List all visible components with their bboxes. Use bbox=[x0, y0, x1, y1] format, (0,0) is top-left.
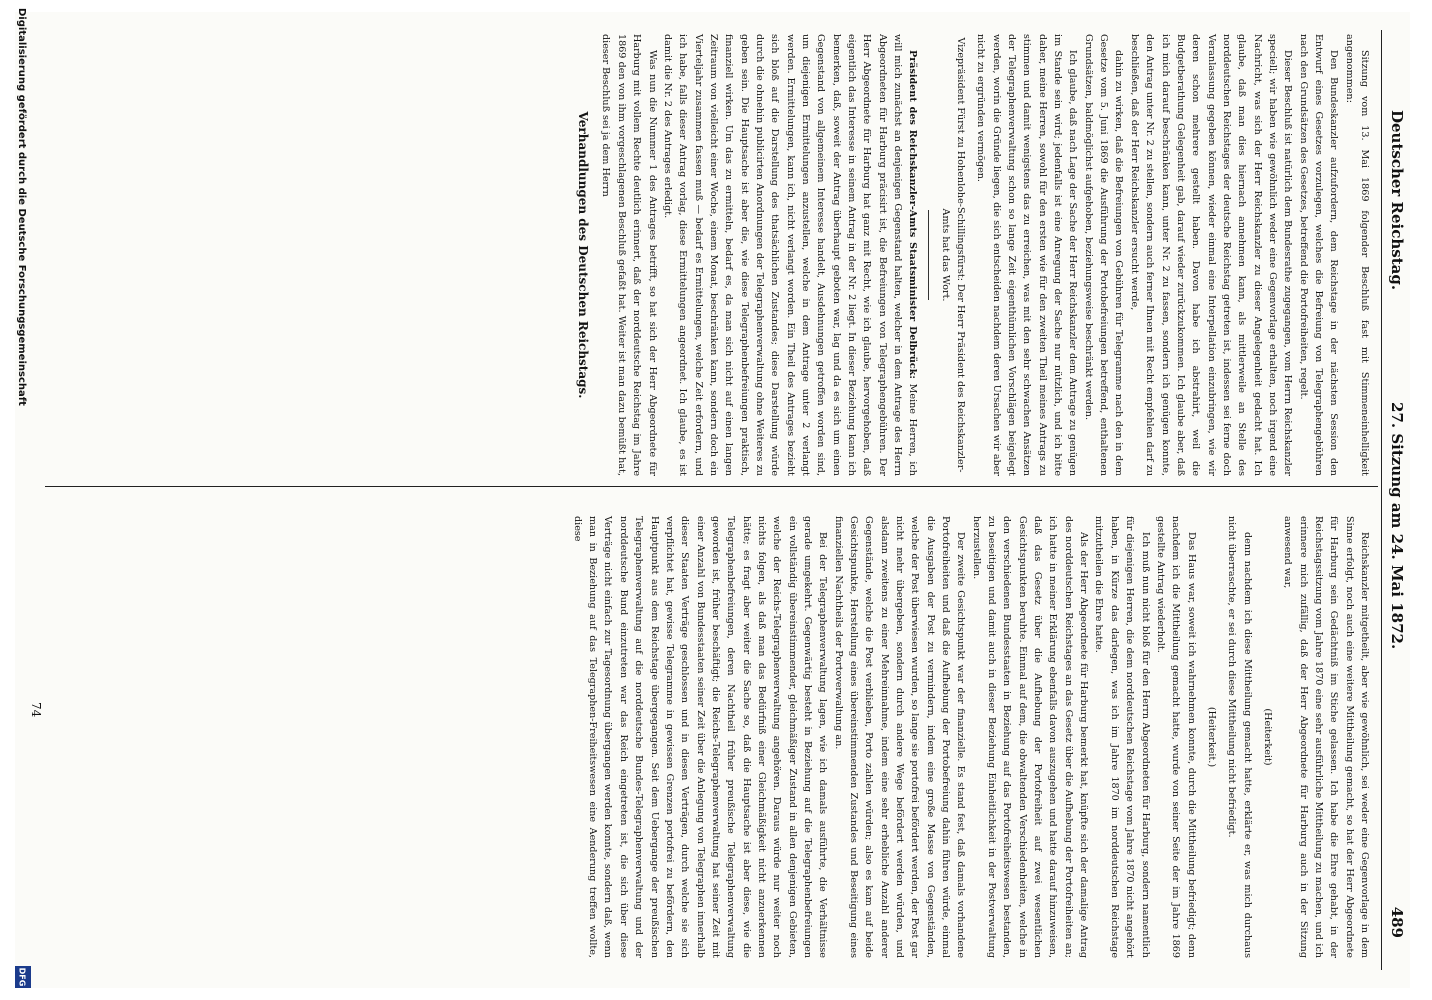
paragraph bbox=[660, 34, 921, 476]
centered-line: Vizepräsident Fürst zu Hohenlohe-Schillingsfürst: Der Herr Präsident des Reichskanzler-Amts hat das Wort. bbox=[939, 37, 967, 473]
paragraph: Dieser Beschluß ist natürlich dem Bundesrathe zugegangen, vom Herrn Reichskanzler speciell; wir haben wie gewöhnlich weder eine Gegenvorlage erhalten, noch irgend eine Nachricht, was sich der Herr Reichskanzler zu dieser Angelegenheit gedacht hat. Ich glaube, daß man dies hiernach annehmen kann, als mittlerweile an Stelle des norddeutschen Reichstages der deutsche Reichstag getreten ist, indessen sei ferne doch Veranlassung gegeben können, wieder einmal eine Interpellation einzubringen, wie wir deren schon mehrere gestellt haben. Davon habe ich abstrahirt, weil die Budgetberathung Gelegenheit gab, darauf wieder zurückzukommen. Ich glaube aber, daß ich mich darauf beschränken kann, unter Nr. 2 zu fassen, sondern ich genügen konnte, den Antrag unter Nr. 2 zu stellen, sondern auch ferner Ihnen mit Recht empfehlen darf zu beschließen, daß der Herr Reichskanzler ersucht werde, bbox=[1128, 34, 1294, 476]
digitization-note: Digitalisierung gefördert durch die Deutsche Forschungsgemeinschaft bbox=[16, 8, 27, 406]
paragraph: dahin zu wirken, daß die Befreiungen von Gebühren für Telegramme nach den in dem Gesetze vom 5. Juni 1869 die Ausführung der Portobefreiungen betreffend, enthaltenen Grundsätzen, baldmöglichst aufgehoben, beziehungsweise beschränkt werden. bbox=[1082, 34, 1125, 476]
dfg-logo-text: DFG bbox=[17, 967, 27, 987]
speech-text: Meine Herren, ich will mich zunächst an denjenigen Gegenstand halten, welcher in dem Antrage des Herrn Abgeordneten für Harburg präcisirt ist, die Befreiungen von Telegraphengebühren. Der Herr Abgeordnete für Harburg hat ganz mit Recht, wie ich glaube, hervorgehoben, daß eigentlich das Interesse in seinem Antrag in der Nr. 2 liegt. In dieser Beziehung kann ich bemerken, daß, soweit der Antrag überhaupt geboten war, lag und da es sich um einen Gegenstand von allgemeinem Interesse handelt, Ausdehnungen getroffen worden sind, um diejenigen Ermittelungen anzustellen, welche in dem Antrage unter 2 verlangt werden. Ermittelungen, kann ich, nicht verlangt worden. Ein Theil des Antrages bezieht sich bloß auf die Darstellung des thatsächlichen Zustandes; diese Darstellung würde durch die ohnehin publicirten Anordnungen der Telegraphenverwaltung ohne Weiteres zu geben sein. Die Hauptsache ist aber die, wie diese Telegraphenbefreiungen praktisch, finanziell wirken. Um das zu ermitteln, bedarf es, da man sich nicht auf einen langen Zeitraum von vielleicht einer Woche, einem Monat, beschränken kann, sondern doch ein Vierteljahr zusammen fassen muß — bedarf es Ermittelungen, welche Zeit erfordern, und ich habe, falls dieser Antrag vorlag, diese Ermittelungen angeordnet. Ich glaube, es ist damit die Nr. 2 des Antrages erledigt. bbox=[661, 34, 919, 476]
page-number: 489 bbox=[1388, 906, 1406, 938]
centered-line: (Heiterkeit) bbox=[1261, 708, 1273, 766]
paragraph: Der zweite Gesichtspunkt war der finanzielle. Es stand fest, daß damals vorhandene Portofreiheiten und daß die Aufhebung der Portobefreiung dahin führen würde, einmal die Ausgaben der Post zu vermindern, indem eine große Masse von Gegenständen, welche der Post überwiesen wurden, so lange sie portofrei befördert werden, der Post gar nicht mehr übergeben, sondern durch andere Wege befördert werden würden, und alsdann zweitens zu einer Mehreinnahme, indem eine sehr erhebliche Anzahl anderer Gegenstände, welche die Post verblieben, Porto zahlen würden; also es kam auf beide Gesichtspunkte, Herstellung eines übereinstimmenden Zustandes und Beseitigung eines finanziellen Nachtheils der Portoverwaltung an. bbox=[832, 516, 967, 958]
header-rule bbox=[1381, 30, 1382, 970]
page-header bbox=[1384, 32, 1410, 968]
speaker-name: Präsident des Reichskanzler-Amts Staatsminister Delbrück: bbox=[907, 50, 919, 379]
paragraph: Bei der Telegraphenverwaltung lagen, wie ich damals ausführte, die Verhältnisse gerade umgekehrt. Gegenwärtig besteht in Beziehung auf die Telegraphenbefreiungen ein vollständig übereinstimmender, gleichmäßiger Zustand in allen denjenigen Gebieten, welche der Reichs-Telegraphenverwaltung angehören. Daraus würde nur weiter noch nichts folgen, als daß man das Bedürfniß einer Gleichmäßigkeit nicht anzuerkennen hätte; es fragt aber weiter die Sache so, daß die Hauptsache ist aber diese, wie die Telegraphenbefreiungen, deren Nachtheil früher preußische Telegraphenverwaltung geworden ist, früher beschäftigt; die Reichs-Telegraphenverwaltung hat seiner Zeit mit einer Anzahl von Bundesstaaten seiner Zeit über die Anlegung von Telegraphen innerhalb dieser Staaten Verträge geschlossen und in diesen Verträgen, durch welche sie sich verpflichtet hat, gewisse Telegramme in gewissen Grenzen portofrei zu befördern, den Hauptpunkt aus dem Reichstage übergegangen. Seit dem Uebergange der preußischen Telegraphenverwaltung auf die norddeutsche Bundes-Telegraphenverwaltung und der norddeutsche Bund einzutreten war das Reich eingetreten ist, die sich über diese Verträge nicht einfach zur Tagesordnung übergangen werden konnte, sondern daß, wenn man in Beziehung auf das Telegraphen-Freiheitswesen eine Aenderung treffen wollte, diese bbox=[571, 516, 829, 958]
right-column bbox=[569, 516, 1372, 958]
paragraph: Als der Herr Abgeordnete für Harburg bemerkt hat, knüpfte sich der damalige Antrag des norddeutschen Reichstages an das Gesetz über die Aufhebung der Portofreiheiten an; ich hatte in meiner Erklärung ebenfalls davon auszugehen und hatte darauf hinzuweisen, daß das Gesetz über die Aufhebung der Portofreiheit auf zwei wesentlichen Gesichtspunkten beruhte. Einmal auf dem, die obwaltenden Verschiedenheiten, welche in den verschiedenen Bundesstaaten in Beziehung auf das Portofreiheitswesen bestanden, zu beseitigen und damit auch in dieser Beziehung Einheitlichkeit in der Postverwaltung herzustellen. bbox=[970, 516, 1090, 958]
paragraph: Sitzung vom 13. Mai 1869 folgender Beschluß fast mit Stimmeneinhelligkeit angenommen: bbox=[1343, 34, 1370, 476]
paragraph: Ich muß nun nicht bloß für den Herrn Abgeordneten für Harburg, sondern namentlich für diejenigen Herren, die dem norddeutschen Reichstage vom Jahre 1870 nicht angehört haben, in Kürze das darlegen, was ich im Jahre 1870 im norddeutschen Reichstage mitzutheilen die Ehre hatte. bbox=[1093, 516, 1151, 958]
paragraph: Das Haus war, soweit ich wahrnehmen konnte, durch die Mittheilung befriedigt; denn nachdem ich die Mittheilung gemacht hatte, wurde von seiner Seite der im Jahre 1869 gestellte Antrag wiederholt. bbox=[1154, 516, 1197, 958]
centered-line: (Heiterkeit.) bbox=[1205, 706, 1217, 768]
dfg-logo bbox=[15, 966, 31, 988]
page-signature: 74 bbox=[29, 702, 43, 718]
header-title: Deutscher Reichstag. bbox=[1388, 110, 1406, 291]
left-column bbox=[573, 34, 1372, 476]
section-rule bbox=[928, 210, 929, 300]
paragraph: Den Bundeskanzler aufzufordern, dem Reichstage in der nächsten Session den Entwurf eines Gesetzes vorzulegen, welches die Befreiung von Telegraphengebühren nach den Grundsätzen des Gesetzes, betreffend die Portofreiheiten, regelt. bbox=[1297, 34, 1340, 476]
newspaper-page bbox=[15, 12, 1410, 988]
column-footer-title: Verhandlungen des Deutschen Reichstags. bbox=[576, 111, 591, 399]
paragraph: Ich glaube, daß nach Lage der Sache der Herr Reichskanzler dem Antrage zu genügen im Stande sein wird; jedenfalls ist eine Anregung der Sache nur nützlich, und ich bitte daher, meine Herren, sowohl für den ersten wie für den zweiten Theil meines Antrags zu stimmen und damit wenigstens das zu erreichen, was mit den sehr schwachen Ansätzen der Telegraphenverwaltung schon so lange Zeit eigenthümlichen Vorschlägen beigelegt werden, worin die Gründe liegen, die sich entscheiden nachdem deren Ursachen wir aber nicht zu ergründen vermögen. bbox=[975, 34, 1079, 476]
paragraph: Reichskanzler mitgetheilt, aber wie gewöhnlich, sei weder eine Gegenvorlage in dem Sinne erfolgt, noch auch eine weitere Mittheilung gemacht, so hat der Herr Abgeordnete für Harburg sein Gedächtniß im Stiche gelassen. Ich habe die Ehre gehabt, in der Reichstagssitzung vom Jahre 1870 eine sehr ausführliche Mittheilung zu machen, und ich erinnere mich zufällig, daß der Herr Abgeordnete für Harburg auch in der Sitzung anwesend war, bbox=[1282, 516, 1370, 958]
paragraph: Was nun die Nummer 1 des Antrages betrifft, so hat sich der Herr Abgeordnete für Harburg mit vollem Rechte deutlich erinnert, daß der norddeutsche Reichstag im Jahre 1869 den von ihm vorgeschlagenen Beschluß gefaßt hat. Weiter ist man dazu bemüßt hat, dieser Beschluß sei ja dem Herrn bbox=[600, 34, 658, 476]
header-session: 27. Sitzung am 24. Mai 1872. bbox=[1388, 402, 1406, 650]
column-divider bbox=[45, 486, 1378, 487]
paragraph: denn nachdem ich diese Mittheilung gemacht hatte, erklärte er, was mich durchaus nicht überraschte, er sei durch diese Mittheilung nicht befriedigt. bbox=[1226, 516, 1253, 958]
